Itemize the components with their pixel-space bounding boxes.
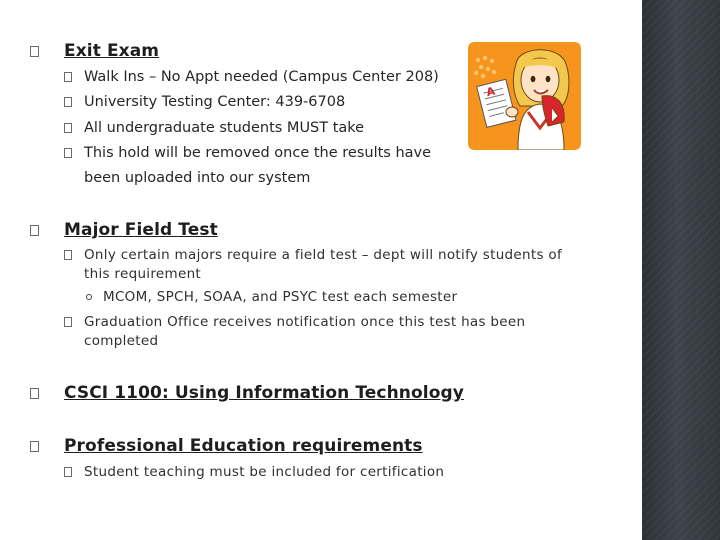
checkbox-bullet-icon bbox=[64, 467, 72, 477]
major-field-test-item: Graduation Office receives notification once this test has been bbox=[84, 314, 526, 330]
checkbox-bullet-icon bbox=[64, 123, 72, 133]
checkbox-bullet-icon bbox=[30, 441, 39, 452]
checkbox-bullet-icon bbox=[64, 148, 72, 158]
professional-education-item: Student teaching must be included for certification bbox=[84, 464, 445, 480]
circle-bullet-icon bbox=[86, 294, 92, 300]
decorative-side-band bbox=[642, 0, 720, 540]
section-heading-exit-exam: Exit Exam bbox=[64, 41, 160, 61]
checkbox-bullet-icon bbox=[30, 225, 39, 236]
checkbox-bullet-icon bbox=[30, 388, 39, 399]
checkbox-bullet-icon bbox=[30, 46, 39, 57]
checkbox-bullet-icon bbox=[64, 317, 72, 327]
exit-exam-item: Walk Ins – No Appt needed (Campus Center 208) bbox=[84, 69, 439, 85]
major-field-test-subitem: MCOM, SPCH, SOAA, and PSYC test each semester bbox=[103, 289, 458, 305]
student-with-test-clipart bbox=[468, 42, 581, 150]
checkbox-bullet-icon bbox=[64, 250, 72, 260]
section-heading-professional-education: Professional Education requirements bbox=[64, 436, 423, 456]
exit-exam-item: This hold will be removed once the results have bbox=[84, 145, 432, 161]
section-heading-major-field-test: Major Field Test bbox=[64, 220, 218, 240]
exit-exam-item-continued: been uploaded into our system bbox=[84, 170, 311, 186]
exit-exam-item: All undergraduate students MUST take bbox=[84, 120, 365, 136]
checkbox-bullet-icon bbox=[64, 72, 72, 82]
major-field-test-item-continued: this requirement bbox=[84, 266, 202, 282]
major-field-test-item-continued: completed bbox=[84, 333, 159, 349]
major-field-test-item: Only certain majors require a field test – dept will notify students of bbox=[84, 247, 563, 263]
checkbox-bullet-icon bbox=[64, 97, 72, 107]
exit-exam-item: University Testing Center: 439-6708 bbox=[84, 94, 346, 110]
svg-text:A: A bbox=[484, 84, 497, 100]
section-heading-csci-1100: CSCI 1100: Using Information Technology bbox=[64, 383, 464, 403]
